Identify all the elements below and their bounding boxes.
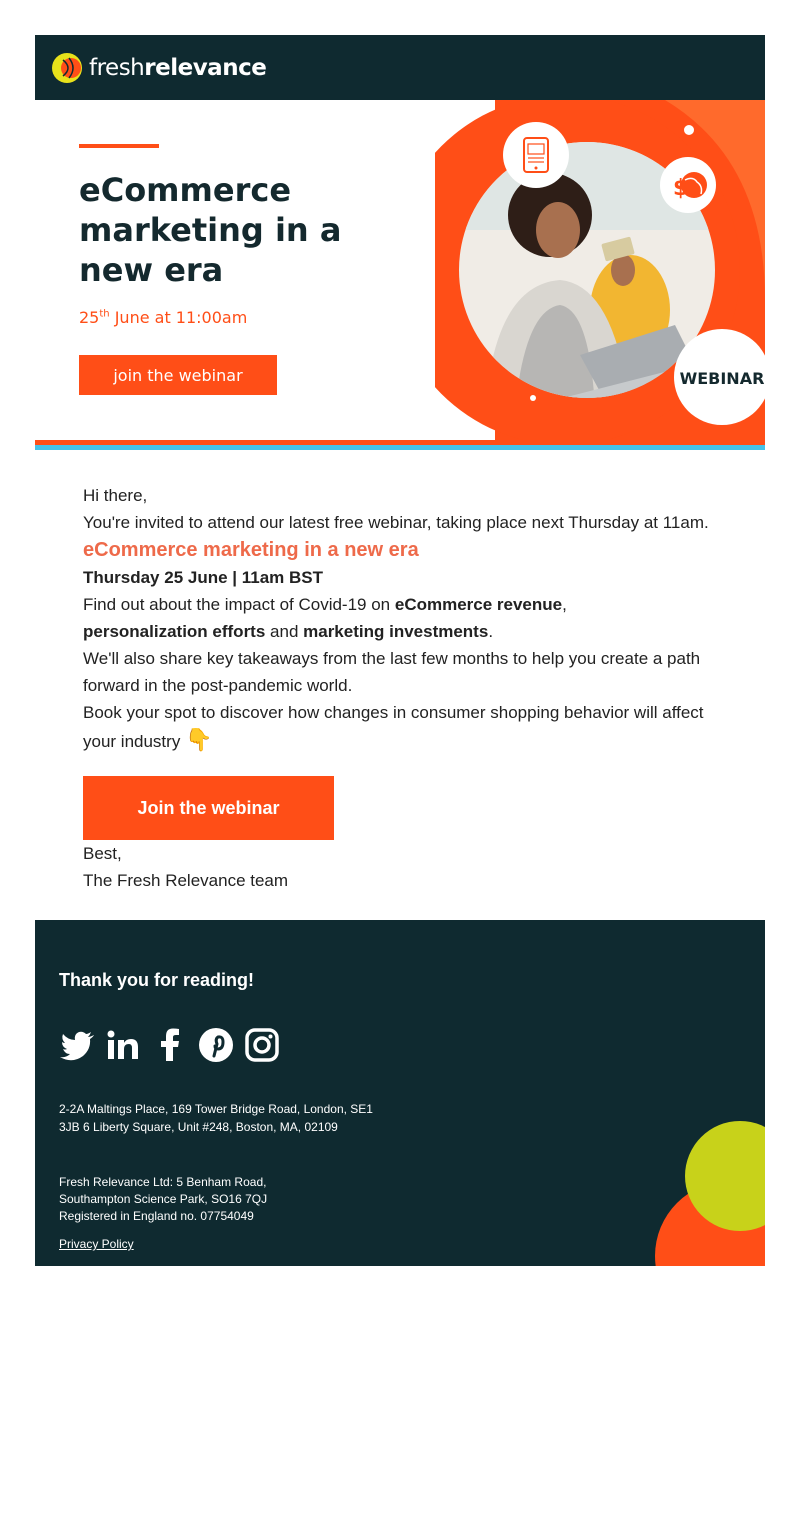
hero-banner xyxy=(35,100,765,440)
impact-bold-personalization: personalization efforts xyxy=(83,622,266,641)
hero-accent-line xyxy=(79,144,159,148)
impact-text-pre: Find out about the impact of Covid-19 on xyxy=(83,595,395,614)
address-line-1: 2-2A Maltings Place, 169 Tower Bridge Road, London, SE1 xyxy=(59,1102,373,1116)
pinterest-icon[interactable] xyxy=(197,1025,235,1065)
hero-date xyxy=(79,308,247,327)
twitter-icon[interactable] xyxy=(59,1025,97,1065)
hero-date-day: 25 xyxy=(79,308,100,327)
impact-text-sep1: , xyxy=(562,595,567,614)
impact-bold-marketing: marketing investments xyxy=(303,622,489,641)
logo-text-light: fresh xyxy=(89,54,145,81)
event-datetime: Thursday 25 June | 11am BST xyxy=(83,568,324,587)
impact-text-sep2: and xyxy=(265,622,304,641)
footer-address xyxy=(59,1100,373,1136)
hero-illustration xyxy=(375,100,765,440)
header-bar xyxy=(35,35,765,100)
logo-text[interactable] xyxy=(89,55,266,81)
pointing-down-icon: 👇 xyxy=(185,727,213,752)
greeting: Hi there, xyxy=(83,486,148,505)
logo-icon xyxy=(51,52,83,84)
impact-text xyxy=(83,591,717,645)
footer-legal xyxy=(59,1174,267,1225)
svg-text:$: $ xyxy=(673,176,689,201)
footer-decoration xyxy=(635,1116,765,1266)
signature: The Fresh Relevance team xyxy=(83,871,289,890)
legal-line-2: Southampton Science Park, SO16 7QJ xyxy=(59,1192,268,1206)
hero-date-rest: June at 11:00am xyxy=(109,308,248,327)
invite-text: You're invited to attend our latest free webinar, taking place next Thursday at 11am. xyxy=(83,513,709,532)
impact-text-end: . xyxy=(488,622,494,641)
event-title: eCommerce marketing in a new era xyxy=(83,539,419,561)
book-text xyxy=(83,699,717,755)
legal-line-1: Fresh Relevance Ltd: 5 Benham Road, xyxy=(59,1175,267,1189)
hero-title: eCommerce marketing in a new era xyxy=(79,171,342,289)
email xyxy=(35,35,765,1266)
facebook-icon[interactable] xyxy=(151,1025,189,1065)
email-body xyxy=(35,450,765,894)
hero-date-suffix: th xyxy=(99,308,110,320)
instagram-icon[interactable] xyxy=(243,1025,281,1065)
impact-bold-revenue: eCommerce revenue xyxy=(394,595,563,614)
legal-line-3: Registered in England no. 07754049 xyxy=(59,1209,254,1223)
social-links xyxy=(59,1025,281,1065)
logo-text-bold: relevance xyxy=(144,54,267,81)
book-text-main: Book your spot to discover how changes in consumer shopping behavior will affect your industry xyxy=(83,703,704,751)
hero-join-button[interactable]: join the webinar xyxy=(79,355,277,395)
address-line-2: 3JB 6 Liberty Square, Unit #248, Boston, MA, 02109 xyxy=(59,1120,338,1134)
footer-thanks: Thank you for reading! xyxy=(59,970,255,990)
privacy-policy-link[interactable]: Privacy Policy xyxy=(59,1237,134,1251)
linkedin-icon[interactable] xyxy=(105,1025,143,1065)
join-webinar-button[interactable]: Join the webinar xyxy=(83,776,334,840)
footer xyxy=(35,920,765,1266)
takeaways-text: We'll also share key takeaways from the last few months to help you create a path forward in the post-pandemic world. xyxy=(83,649,701,695)
webinar-badge: WEBINAR xyxy=(679,369,765,388)
sign-off: Best, xyxy=(83,844,122,863)
